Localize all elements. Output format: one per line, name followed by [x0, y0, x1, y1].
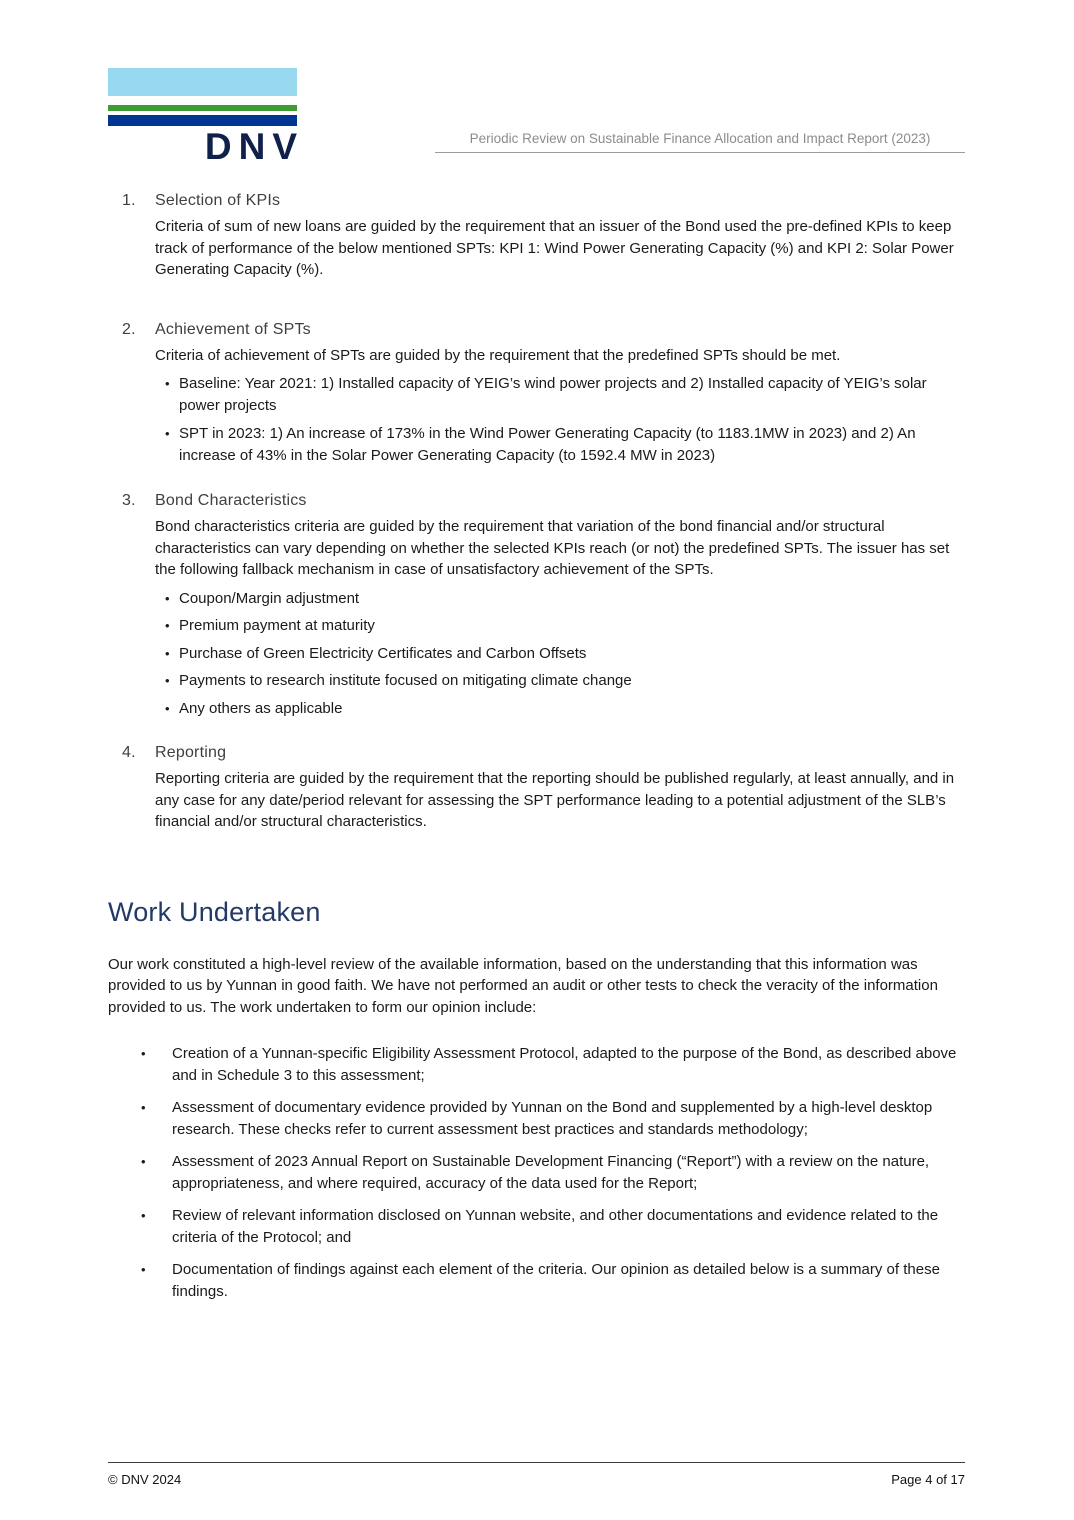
- section-title: Bond Characteristics: [155, 492, 307, 509]
- section-heading: [108, 742, 965, 764]
- bullet-item: • SPT in 2023: 1) An increase of 173% in the Wind Power Generating Capacity (to 1183.1MW in 2023) and 2) An increase of 43% in the Solar Power Generating Capacity (to 1592.4 MW in 2023): [155, 423, 965, 466]
- section-heading: [108, 319, 965, 341]
- section-selection-of-kpis: [108, 190, 965, 281]
- section-number: 3.: [122, 492, 136, 509]
- section-heading: [108, 190, 965, 212]
- bullet-item: • Assessment of documentary evidence provided by Yunnan on the Bond and supplemented by a high-level desktop research. These checks refer to current assessment best practices and standards methodology;: [108, 1097, 965, 1140]
- bullet-item: • Purchase of Green Electricity Certificates and Carbon Offsets: [155, 643, 965, 665]
- section-title: Reporting: [155, 744, 227, 761]
- section-heading: [108, 490, 965, 512]
- section-achievement-of-spts: [108, 319, 965, 467]
- section-number: 4.: [122, 744, 136, 761]
- work-undertaken-heading: Work Undertaken: [108, 896, 321, 927]
- section-reporting: [108, 742, 965, 833]
- copyright-text: © DNV 2024: [108, 1472, 182, 1487]
- section-bullet-list: [155, 373, 965, 466]
- section-title: Selection of KPIs: [155, 192, 281, 209]
- bullet-item: • Assessment of 2023 Annual Report on Sustainable Development Financing (“Report”) with a review on the nature, appropriateness, and where required, accuracy of the data used for the Report;: [108, 1151, 965, 1194]
- section-number: 2.: [122, 320, 136, 338]
- bullet-item: • Documentation of findings against each element of the criteria. Our opinion as detailed below is a summary of these findings.: [108, 1259, 965, 1302]
- bullet-item: • Payments to research institute focused on mitigating climate change: [155, 670, 965, 692]
- bullet-item: • Review of relevant information disclosed on Yunnan website, and other documentations and evidence related to the criteria of the Protocol; and: [108, 1205, 965, 1248]
- logo-wordmark: DNV: [204, 126, 304, 167]
- section-paragraph: Criteria of sum of new loans are guided by the requirement that an issuer of the Bond used the pre-defined KPIs to keep track of performance of the below mentioned SPTs: KPI 1: Wind Power Generating Capacity (%) and KPI 2: Solar Power Generating Capacity (%).: [155, 218, 954, 278]
- bullet-item: • Coupon/Margin adjustment: [155, 588, 965, 610]
- bullet-item: • Any others as applicable: [155, 698, 965, 720]
- section-number: 1.: [122, 192, 136, 209]
- section-paragraph: Reporting criteria are guided by the requirement that the reporting should be published regularly, at least annually, and in any case for any date/period relevant for assessing the SPT performance leading to a potential adjustment of the SLB’s financial and/or structural characteristics.: [155, 770, 955, 830]
- bullet-item: • Baseline: Year 2021: 1) Installed capacity of YEIG’s wind power projects and 2) Installed capacity of YEIG’s solar power projects: [155, 373, 965, 416]
- section-paragraph: Bond characteristics criteria are guided by the requirement that variation of the bond financial and/or structural characteristics can vary depending on whether the selected KPIs reach (or not) the predefined SPTs. The issuer has set the following fallback mechanism in case of unsatisfactory achievement of the SPTs.: [155, 518, 950, 578]
- page-footer: [108, 1462, 965, 1487]
- page-content: [108, 0, 965, 1313]
- document-header-title: Periodic Review on Sustainable Finance Allocation and Impact Report (2023): [435, 131, 965, 153]
- page-number: Page 4 of 17: [891, 1472, 965, 1487]
- bullet-item: • Premium payment at maturity: [155, 615, 965, 637]
- section-bond-characteristics: [108, 490, 965, 719]
- work-undertaken-intro: Our work constituted a high-level review of the available information, based on the understanding that this information was provided to us by Yunnan in good faith. We have not performed an audit or other tests to check the veracity of the information provided to us. The work undertaken to form our opinion include:: [108, 955, 938, 1016]
- section-title: Achievement of SPTs: [155, 320, 311, 338]
- section-paragraph: Criteria of achievement of SPTs are guided by the requirement that the predefined SPTs should be met.: [155, 346, 841, 364]
- bullet-item: • Creation of a Yunnan-specific Eligibility Assessment Protocol, adapted to the purpose of the Bond, as described above and in Schedule 3 to this assessment;: [108, 1043, 965, 1086]
- work-undertaken-bullet-list: [108, 1043, 965, 1302]
- section-bullet-list: [155, 588, 965, 720]
